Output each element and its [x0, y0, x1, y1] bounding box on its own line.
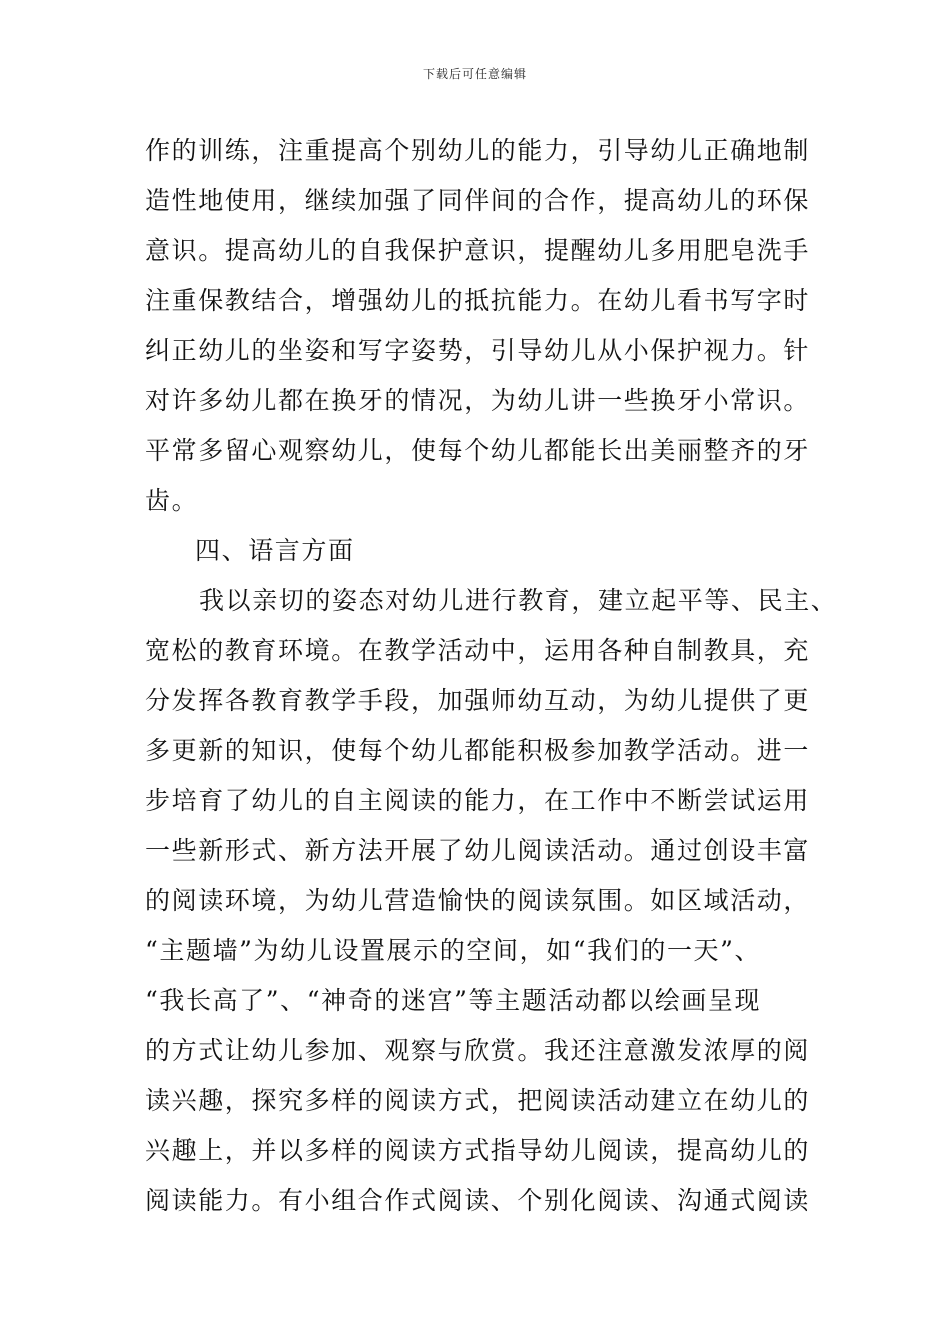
text-line: 读兴趣，探究多样的阅读方式，把阅读活动建立在幼儿的: [145, 1086, 811, 1115]
section-heading: 四、语言方面: [195, 536, 355, 565]
text-line: 多更新的知识，使每个幼儿都能积极参加教学活动。进一: [145, 736, 811, 765]
text-line: “主题墙”为幼儿设置展示的空间，如“我们的一天”、: [145, 936, 762, 965]
text-line: 意识。提高幼儿的自我保护意识，提醒幼儿多用肥皂洗手: [145, 236, 811, 265]
text-line: 我以亲切的姿态对幼儿进行教育，建立起平等、民主、: [199, 586, 838, 615]
text-line: 的方式让幼儿参加、观察与欣赏。我还注意激发浓厚的阅: [145, 1036, 811, 1065]
text-line: 阅读能力。有小组合作式阅读、个别化阅读、沟通式阅读: [145, 1186, 811, 1215]
text-line: 的阅读环境，为幼儿营造愉快的阅读氛围。如区域活动，: [145, 886, 811, 915]
text-line: 宽松的教育环境。在教学活动中，运用各种自制教具，充: [145, 636, 811, 665]
text-line: 分发挥各教育教学手段，加强师幼互动，为幼儿提供了更: [145, 686, 811, 715]
text-line: 一些新形式、新方法开展了幼儿阅读活动。通过创设丰富: [145, 836, 811, 865]
text-line: 纠正幼儿的坐姿和写字姿势，引导幼儿从小保护视力。针: [145, 336, 811, 365]
text-line: 平常多留心观察幼儿，使每个幼儿都能长出美丽整齐的牙: [145, 436, 811, 465]
text-line: 兴趣上，并以多样的阅读方式指导幼儿阅读，提高幼儿的: [145, 1136, 811, 1165]
text-line: 齿。: [145, 486, 199, 515]
page-header: 下载后可任意编辑: [422, 67, 527, 81]
text-line: 注重保教结合，增强幼儿的抵抗能力。在幼儿看书写字时: [145, 286, 811, 315]
text-line: 步培育了幼儿的自主阅读的能力，在工作中不断尝试运用: [145, 786, 811, 815]
document-body: [145, 126, 845, 1226]
text-line: 造性地使用，继续加强了同伴间的合作，提高幼儿的环保: [145, 186, 811, 215]
text-line: 对许多幼儿都在换牙的情况，为幼儿讲一些换牙小常识。: [145, 386, 811, 415]
text-line: “我长高了”、“神奇的迷宫”等主题活动都以绘画呈现: [145, 986, 762, 1015]
text-line: 作的训练，注重提高个别幼儿的能力，引导幼儿正确地制: [145, 136, 811, 165]
